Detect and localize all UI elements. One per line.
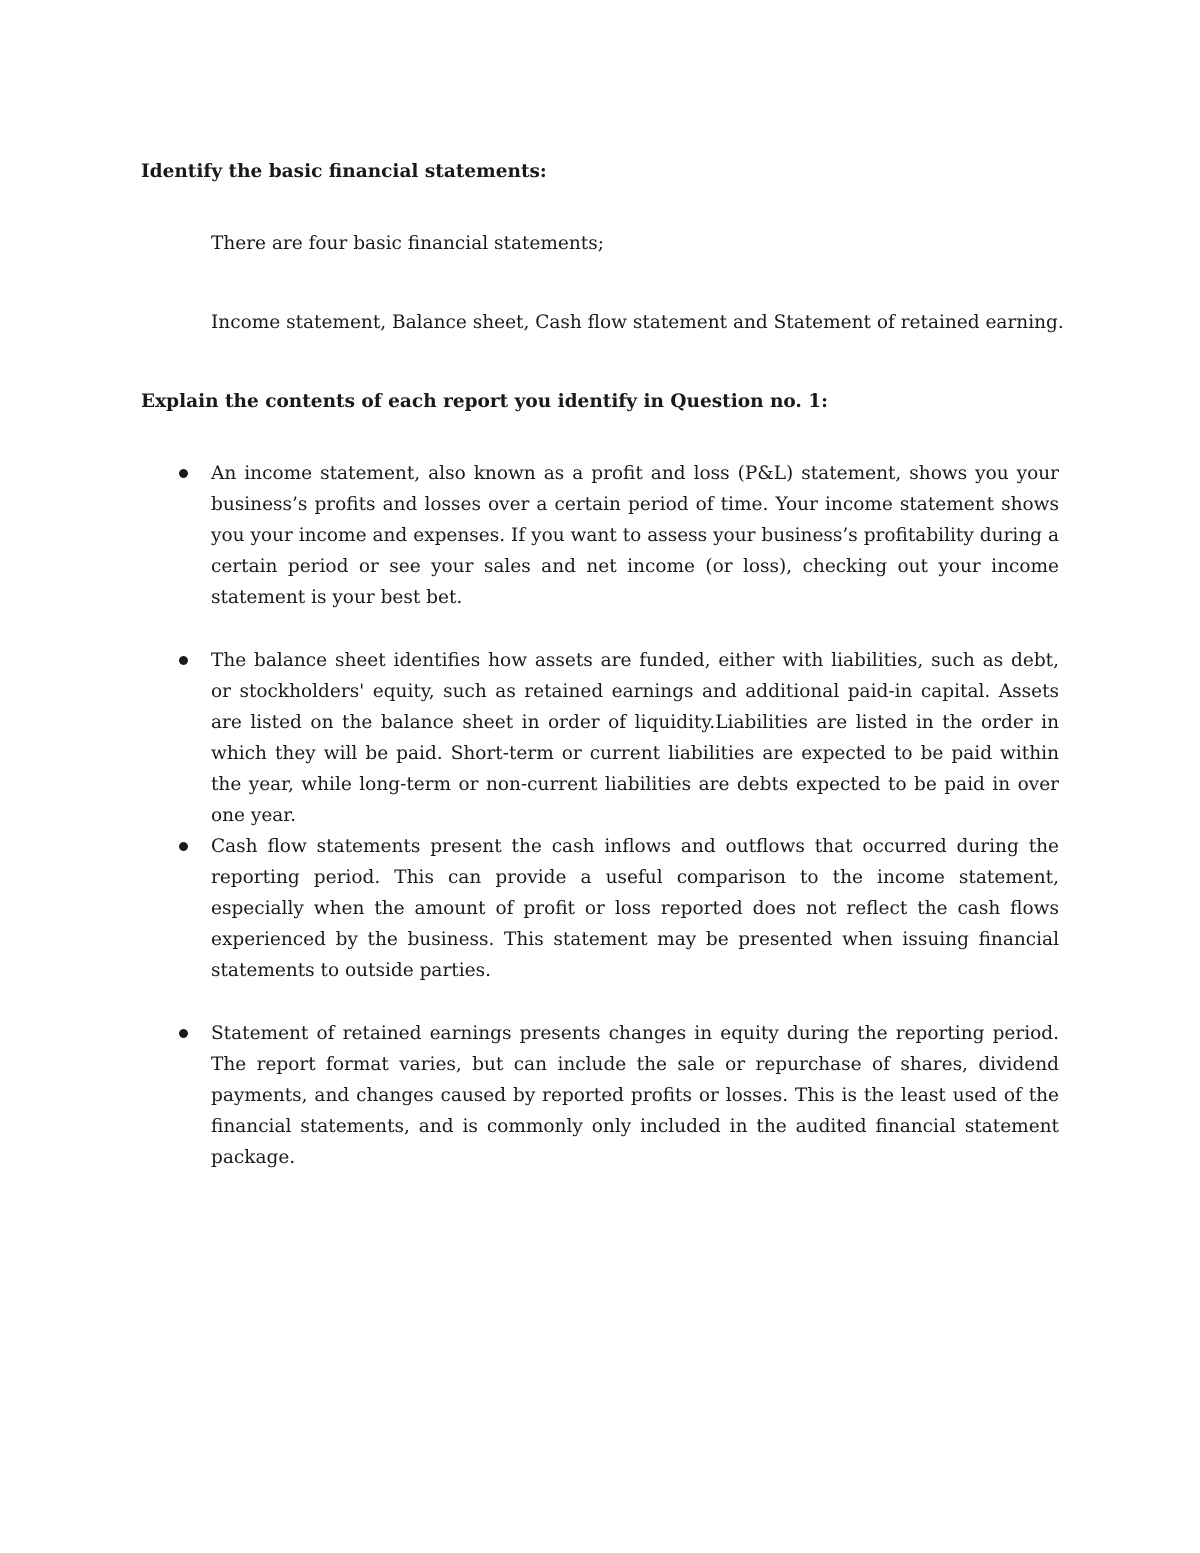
bullet-text: The balance sheet identifies how assets are funded, either with liabilities, such as debt, or stockholders' equity, such as retained earnings and additional paid-in capital. Assets are listed on the balance sheet in order of liquidity.Liabilities are listed in the order in which they will be paid. Short-term or current liabilities are expected to be paid within the year, while long-term or non-current liabilities are debts expected to be paid in over one year. [211,650,1059,826]
bullet-icon [179,469,188,478]
bullet-text: An income statement, also known as a profit and loss (P&L) statement, shows you your business’s profits and losses over a certain period of time. Your income statement shows you your income and expenses. If you want to assess your business’s profitability during a certain period or see your sales and net income (or loss), checking out your income statement is your best bet. [211,463,1059,608]
bullet-text: Cash flow statements present the cash inflows and outflows that occurred during the reporting period. This can provide a useful comparison to the income statement, especially when the amount of profit or loss reported does not reflect the cash flows experienced by the business. This statement may be presented when issuing financial statements to outside parties. [211,836,1059,981]
bullet-icon [179,842,188,851]
question-1-intro: There are four basic financial statements; [211,233,604,254]
bullet-icon [179,1029,188,1038]
question-1-list: Income statement, Balance sheet, Cash flow statement and Statement of retained earning. [211,312,1064,333]
question-1-heading: Identify the basic financial statements: [141,161,547,182]
bullet-icon [179,656,188,665]
question-2-heading: Explain the contents of each report you identify in Question no. 1: [141,391,829,412]
bullet-text: Statement of retained earnings presents changes in equity during the reporting period. The report format varies, but can include the sale or repurchase of shares, dividend payments, and changes caused by reported profits or losses. This is the least used of the financial statements, and is commonly only included in the audited financial statement package. [211,1023,1059,1168]
